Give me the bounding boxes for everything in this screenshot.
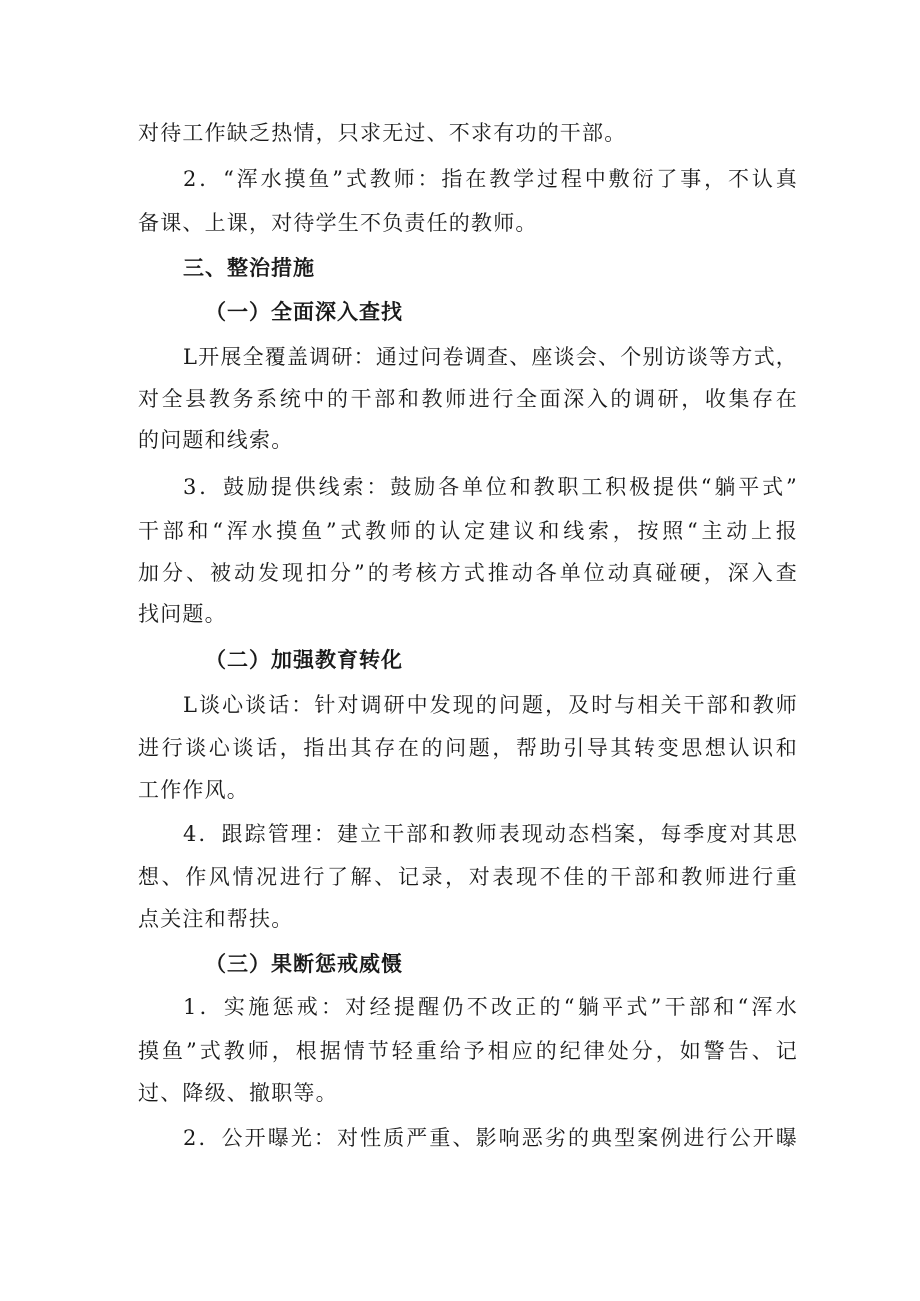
paragraph-line: 过、降级、撤职等。 (138, 1081, 338, 1105)
paragraph-line: 备课、上课，对待学生不负责任的教师。 (138, 211, 538, 235)
paragraph-line: 2．公开曝光：对性质严重、影响恶劣的典型案例进行公开曝 (183, 1126, 798, 1150)
paragraph-line: 的问题和线索。 (138, 428, 294, 452)
paragraph-line: 加分、被动发现扣分”的考核方式推动各单位动真碰硬，深入查 (138, 561, 798, 585)
paragraph-line: 3．鼓励提供线索：鼓励各单位和教职工积极提供“躺平式” (183, 475, 798, 499)
paragraph-line: L开展全覆盖调研：通过问卷调查、座谈会、个别访谈等方式， (183, 345, 798, 369)
paragraph-line: 摸鱼”式教师，根据情节轻重给予相应的纪律处分，如警告、记 (138, 1039, 798, 1063)
paragraph-line: L谈心谈话：针对调研中发现的问题，及时与相关干部和教师 (183, 693, 798, 717)
paragraph-line: 进行谈心谈话，指出其存在的问题，帮助引导其转变思想认识和 (138, 736, 798, 760)
paragraph-line: 4．跟踪管理：建立干部和教师表现动态档案，每季度对其思 (183, 822, 798, 846)
paragraph-line: 2．“浑水摸鱼”式教师：指在教学过程中敷衍了事，不认真 (183, 167, 798, 191)
paragraph-line: 想、作风情况进行了解、记录，对表现不佳的干部和教师进行重 (138, 865, 798, 889)
paragraph-line: 干部和“浑水摸鱼”式教师的认定建议和线索，按照“主动上报 (138, 519, 798, 543)
paragraph-line: 点关注和帮扶。 (138, 907, 294, 931)
subsection-heading: （二）加强教育转化 (205, 648, 403, 672)
section-heading: 三、整治措施 (183, 256, 315, 280)
subsection-heading: （三）果断惩戒威慑 (205, 952, 403, 976)
paragraph-line: 工作作风。 (138, 778, 249, 802)
paragraph-line: 对待工作缺乏热情，只求无过、不求有功的干部。 (138, 121, 627, 145)
paragraph-line: 1．实施惩戒：对经提醒仍不改正的“躺平式”干部和“浑水 (183, 995, 798, 1019)
subsection-heading: （一）全面深入查找 (205, 300, 403, 324)
paragraph-line: 找问题。 (138, 602, 227, 626)
paragraph-line: 对全县教务系统中的干部和教师进行全面深入的调研，收集存在 (138, 387, 798, 411)
